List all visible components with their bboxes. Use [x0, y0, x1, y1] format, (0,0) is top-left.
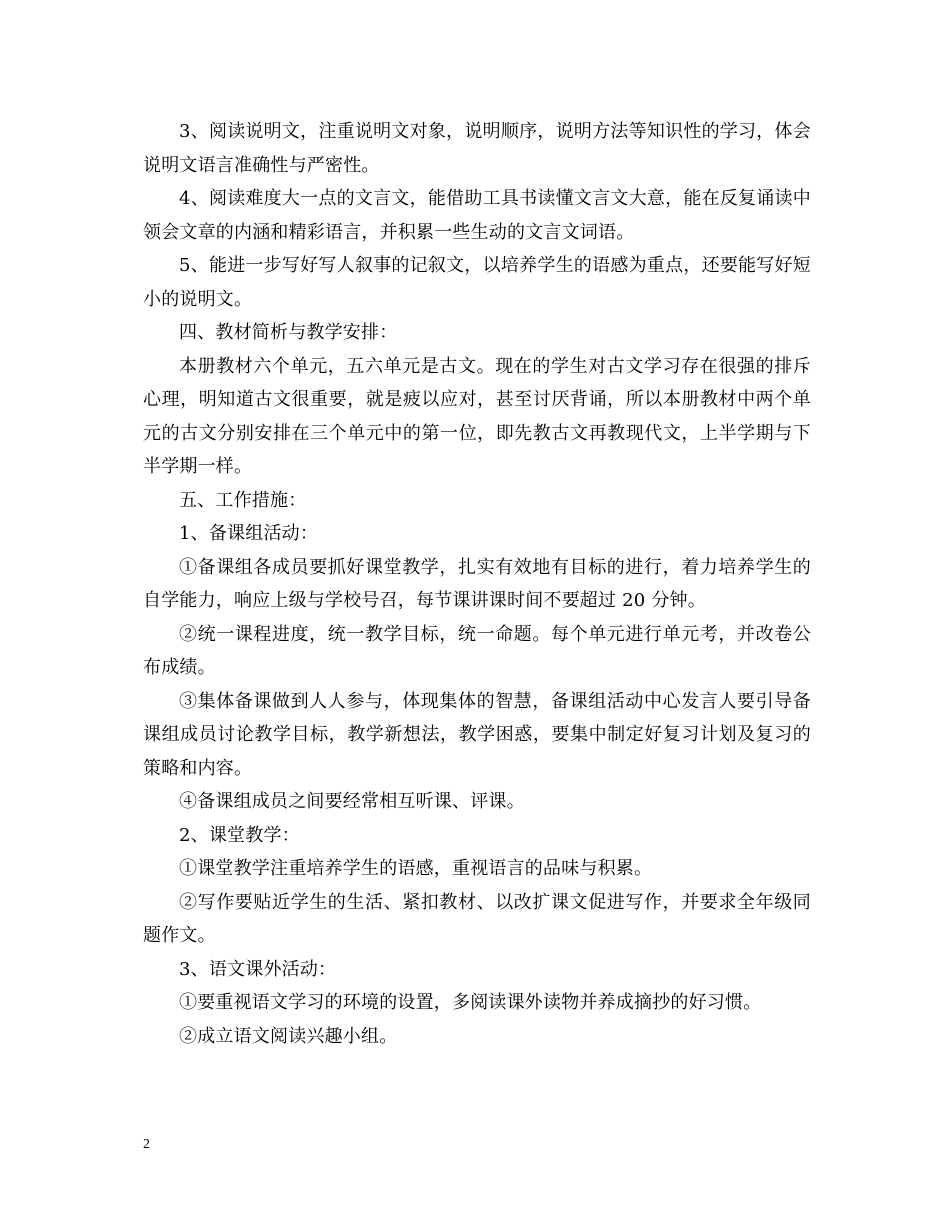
- subheading-extracurricular: 3、语文课外活动：: [179, 958, 337, 980]
- paragraph-extracurricular-1: ①要重视语文学习的环境的设置，多阅读课外读物并养成摘抄的好习惯。: [179, 992, 762, 1013]
- paragraph-lesson-group-3: ③集体备课做到人人参与，体现集体的智慧，备课组活动中心发言人要引导备课组成员讨论教学目标，教学新想法，教学困惑，要集中制定好复习计划及复习的策略和内容。: [143, 690, 811, 779]
- document-body: [143, 115, 811, 1053]
- paragraph-classroom-1: ①课堂教学注重培养学生的语感，重视语言的品味与积累。: [179, 858, 653, 879]
- paragraph-item-5: 5、能进一步写好写人叙事的记叙文，以培养学生的语感为重点，还要能写好短小的说明文。: [143, 255, 811, 310]
- paragraph-item-4: 4、阅读难度大一点的文言文，能借助工具书读懂文言文大意，能在反复诵读中领会文章的内涵和精彩语言，并积累一些生动的文言文词语。: [143, 188, 811, 243]
- paragraph-classroom-2: ②写作要贴近学生的生活、紧扣教材、以改扩课文促进写作，并要求全年级同题作文。: [143, 891, 811, 946]
- paragraph-lesson-group-4: ④备课组成员之间要经常相互听课、评课。: [179, 791, 525, 812]
- paragraph-lesson-group-1: ①备课组各成员要抓好课堂教学，扎实有效地有目标的进行，着力培养学生的自学能力，响应上级与学校号召，每节课讲课时间不要超过 20 分钟。: [143, 556, 811, 611]
- section-heading-4: 四、教材简析与教学安排：: [179, 322, 398, 343]
- page-number: 2: [143, 1137, 150, 1152]
- section-heading-5: 五、工作措施：: [179, 489, 307, 511]
- paragraph-lesson-group-2: ②统一课程进度，统一教学目标，统一命题。每个单元进行单元考，并改卷公布成绩。: [143, 623, 811, 678]
- subheading-lesson-group: 1、备课组活动：: [179, 523, 319, 544]
- paragraph-item-3: 3、阅读说明文，注重说明文对象，说明顺序，说明方法等知识性的学习，体会说明文语言准确性与严密性。: [143, 121, 811, 176]
- subheading-classroom: 2、课堂教学：: [179, 824, 300, 846]
- paragraph-extracurricular-2: ②成立语文阅读兴趣小组。: [179, 1025, 398, 1047]
- paragraph-textbook-overview: 本册教材六个单元，五六单元是古文。现在的学生对古文学习存在很强的排斥心理，明知道古文很重要，就是疲以应对，甚至讨厌背诵，所以本册教材中两个单元的古文分别安排在三个单元中的第一位，即先教古文再教现代文，上半学期与下半学期一样。: [143, 355, 811, 477]
